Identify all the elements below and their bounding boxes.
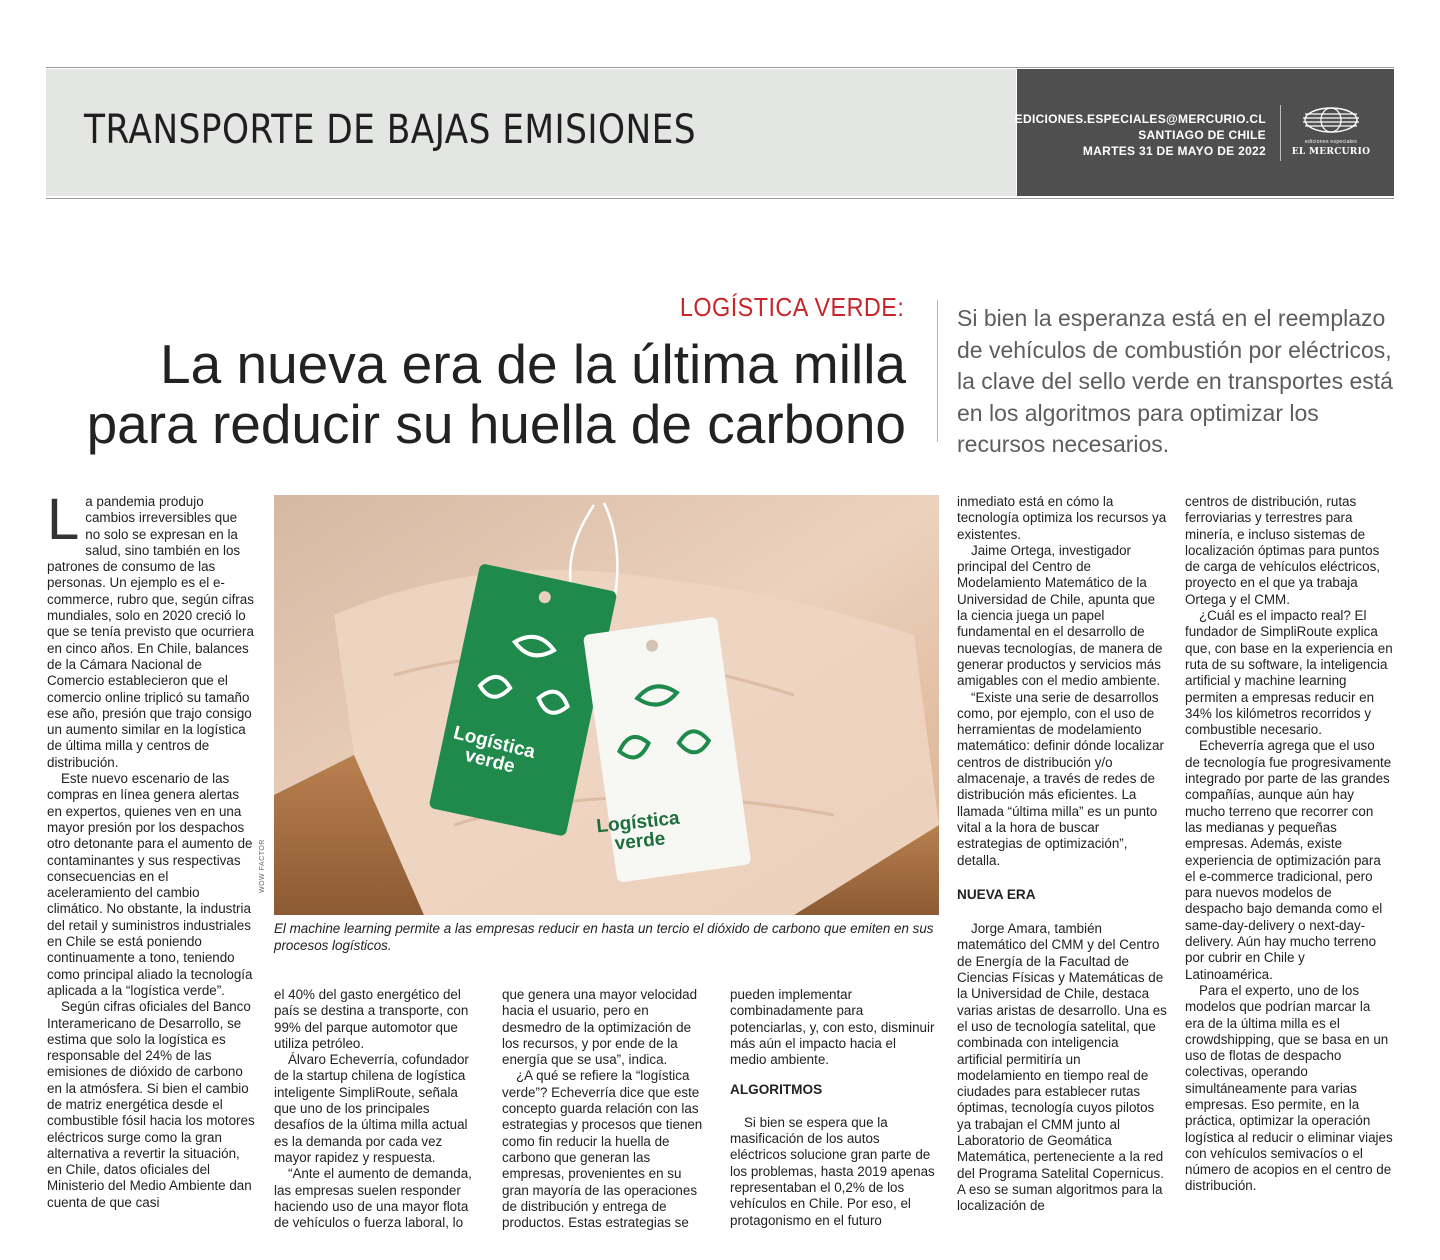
deck-divider — [937, 300, 938, 442]
subhead-algoritmos: ALGORITMOS — [730, 1082, 823, 1098]
green-tag-label: Logística verde — [451, 722, 538, 778]
el-mercurio-logo — [1291, 107, 1371, 167]
article-kicker: LOGÍSTICA VERDE: — [679, 292, 904, 322]
column-3 — [502, 987, 710, 1231]
column-4 — [730, 987, 936, 1229]
column-2 — [274, 987, 474, 1231]
publisher-city: SANTIAGO DE CHILE — [1138, 128, 1266, 142]
top-rule — [46, 67, 1394, 68]
paragraph: que genera una mayor velocidad hacia el usuario, pero en desmedro de la optimización de los recursos, y por ende de la energía que se usa”, indica. — [502, 987, 698, 1068]
headline-line-1: La nueva era de la última milla — [160, 333, 906, 395]
logo-subtitle: ediciones especiales — [1304, 139, 1358, 145]
column-5 — [957, 494, 1167, 1214]
column-1 — [47, 487, 255, 1211]
paragraph: inmediato está en cómo la tecnología optimiza los recursos ya existentes. — [957, 494, 1167, 542]
paragraph: Jaime Ortega, investigador principal del Centro de Modelamiento Matemático de la Universidad de Chile, apunta que la ciencia juega un papel fundamental en el desarrollo de nuevas tecnologías, de manera de generar productos y servicios más amigables con el medio ambiente. — [957, 542, 1163, 689]
column-6 — [1185, 494, 1393, 1195]
paragraph: Álvaro Echeverría, cofundador de la startup chilena de logística inteligente SimpliRoute, señala que uno de los principales desafíos de la última milla actual es la demanda por cada vez mayor rapidez y respuesta. — [274, 1052, 469, 1165]
band-divider — [1280, 105, 1281, 161]
publisher-band — [1014, 69, 1394, 196]
paragraph: Para el experto, uno de los modelos que podrían marcar la era de la última milla es el crowdshipping, que se basa en un uso de flotas de despacho colectivas, operando simultáneamente para varias empresas. Eso permite, en la práctica, optimizar la operación logística al reducir o eliminar viajes con vehículos semivacíos o el número de acopios en el centro de distribución. — [1185, 982, 1393, 1194]
logo-name: EL MERCURIO — [1291, 147, 1371, 157]
photo-credit: WOW FACTOR — [259, 839, 266, 893]
article-headline — [87, 334, 906, 454]
section-title: TRANSPORTE DE BAJAS EMISIONES — [84, 107, 697, 153]
header-bottom-rule — [46, 198, 1394, 199]
publisher-info — [1015, 111, 1266, 159]
white-tag-label: Logística verde — [595, 807, 681, 855]
paragraph: pueden implementar combinadamente para potenciarlas, y, con esto, disminuir más aún el impacto hacia el medio ambiente. — [730, 987, 935, 1068]
paragraph: ¿Cuál es el impacto real? El fundador de SimpliRoute explica que, con base en la experiencia en ruta de su software, la inteligencia artificial y machine learning permiten a empresas reducir en 34% los kilómetros recorridos y combustible necesario. — [1185, 608, 1393, 738]
article-deck: Si bien la esperanza está en el reemplazo de vehículos de combustión por eléctricos, la clave del sello verde en transportes está en los algoritmos para optimizar los recursos necesarios. — [957, 305, 1393, 457]
subhead-nueva-era: NUEVA ERA — [957, 886, 1036, 902]
paragraph: ¿A qué se refiere la “logística verde”? Echeverría dice que este concepto guarda relación con las estrategias y procesos que tienen como fin reducir la huella de carbono que generan las empresas, provenientes en su gran mayoría de las operaciones de distribución y entrega de productos. Estas estrategias se — [502, 1068, 703, 1231]
paragraph: “Ante el aumento de demanda, las empresas suelen responder haciendo uso de una mayor flota de vehículos o fuerza laboral, lo — [274, 1166, 472, 1231]
dropcap: L — [47, 487, 80, 552]
photo-caption: El machine learning permite a las empresas reducir en hasta un tercio el dióxido de carbono que emiten en sus procesos logísticos. — [274, 921, 934, 953]
paragraph: Jorge Amara, también matemático del CMM y del Centro de Energía de la Facultad de Ciencias Físicas y Matemáticas de la Universidad de Chile, destaca varias aristas de desarrollo. Una es el uso de tecnología satelital, que combinada con inteligencia artificial permitiría un modelamiento en tiempo real de ciudades para establecer rutas óptimas, tecnología cuyos pilotos ya trabajan el CMM junto al Laboratorio de Geomática Matemática, perteneciente a la red del Programa Satelital Copernicus. A eso se suman algoritmos para la localización de — [957, 921, 1167, 1214]
paragraph: Este nuevo escenario de las compras en línea genera alertas en expertos, quienes ven en una mayor presión por los despachos otro detonante para el aumento de contaminantes y sus respectivas consecuencias en el aceleramiento del cambio climático. No obstante, la industria del retail y suministros industriales en Chile se está poniendo continuamente a tono, teniendo como principal aliado la tecnología aplicada a la “logística verde”. — [47, 771, 253, 998]
paragraph: Echeverría agrega que el uso de tecnología fue progresivamente integrado por parte de las grandes compañías, aunque aún hay mucho terreno que recorrer con las medianas y pequeñas empresas. Además, existe experiencia de optimización para el e-commerce tradicional, pero para nuevos modelos de despacho bajo demanda como el same-day-delivery o next-day-delivery. Aún hay mucho terreno por cubrir en Chile y Latinoamérica. — [1185, 738, 1392, 982]
paragraph: Según cifras oficiales del Banco Interamericano de Desarrollo, se estima que solo la logística es responsable del 24% de las emisiones de dióxido de carbono en la atmósfera. Si bien el cambio de matriz energética desde el combustible fósil hacia los motores eléctricos surge como la gran alternativa a revertir la situación, en Chile, datos oficiales del Ministerio del Medio Ambiente dan cuenta de que casi — [47, 999, 255, 1210]
section-band — [46, 69, 1016, 196]
paragraph: centros de distribución, rutas ferroviarias y terrestres para minería, e incluso sistemas de localización óptimas para puntos de carga de vehículos eléctricos, proyecto en el que ya trabaja Ortega y el CMM. — [1185, 494, 1381, 607]
paragraph: el 40% del gasto energético del país se destina a transporte, con 99% del parque automotor que utiliza petróleo. — [274, 987, 469, 1051]
paragraph: Si bien se espera que la masificación de los autos eléctricos solucione gran parte de los problemas, hasta 2019 apenas representaban el 0,2% de los vehículos en Chile. Por eso, el protagonismo en el futuro — [730, 1114, 935, 1228]
publication-date: MARTES 31 DE MAYO DE 2022 — [1082, 144, 1266, 158]
publisher-email[interactable]: EDICIONES.ESPECIALES@MERCURIO.CL — [1014, 112, 1266, 126]
paragraph: La pandemia produjo cambios irreversibles que no solo se expresan en la salud, sino también en los patrones de consumo de las personas. Un ejemplo es el e-commerce, rubro que, según cifras mundiales, solo en 2020 creció lo que se tenía previsto que ocurriera en cinco años. En Chile, balances de la Cámara Nacional de Comercio establecieron que el comercio online triplicó su tamaño ese año, presión que trajo consigo un aumento similar en la logística de última milla y centros de distribución. — [47, 487, 254, 770]
headline-line-2: para reducir su huella de carbono — [86, 393, 906, 455]
paragraph: “Existe una serie de desarrollos como, por ejemplo, con el uso de herramientas de modelamiento matemático: definir dónde localizar centros de distribución y/o almacenaje, a través de redes de distribución más eficientes. La llamada “última milla” es un punto vital a la hora de buscar estrategias de optimización”, detalla. — [957, 689, 1164, 868]
globe-icon — [1301, 107, 1361, 133]
article-photo — [274, 495, 939, 915]
